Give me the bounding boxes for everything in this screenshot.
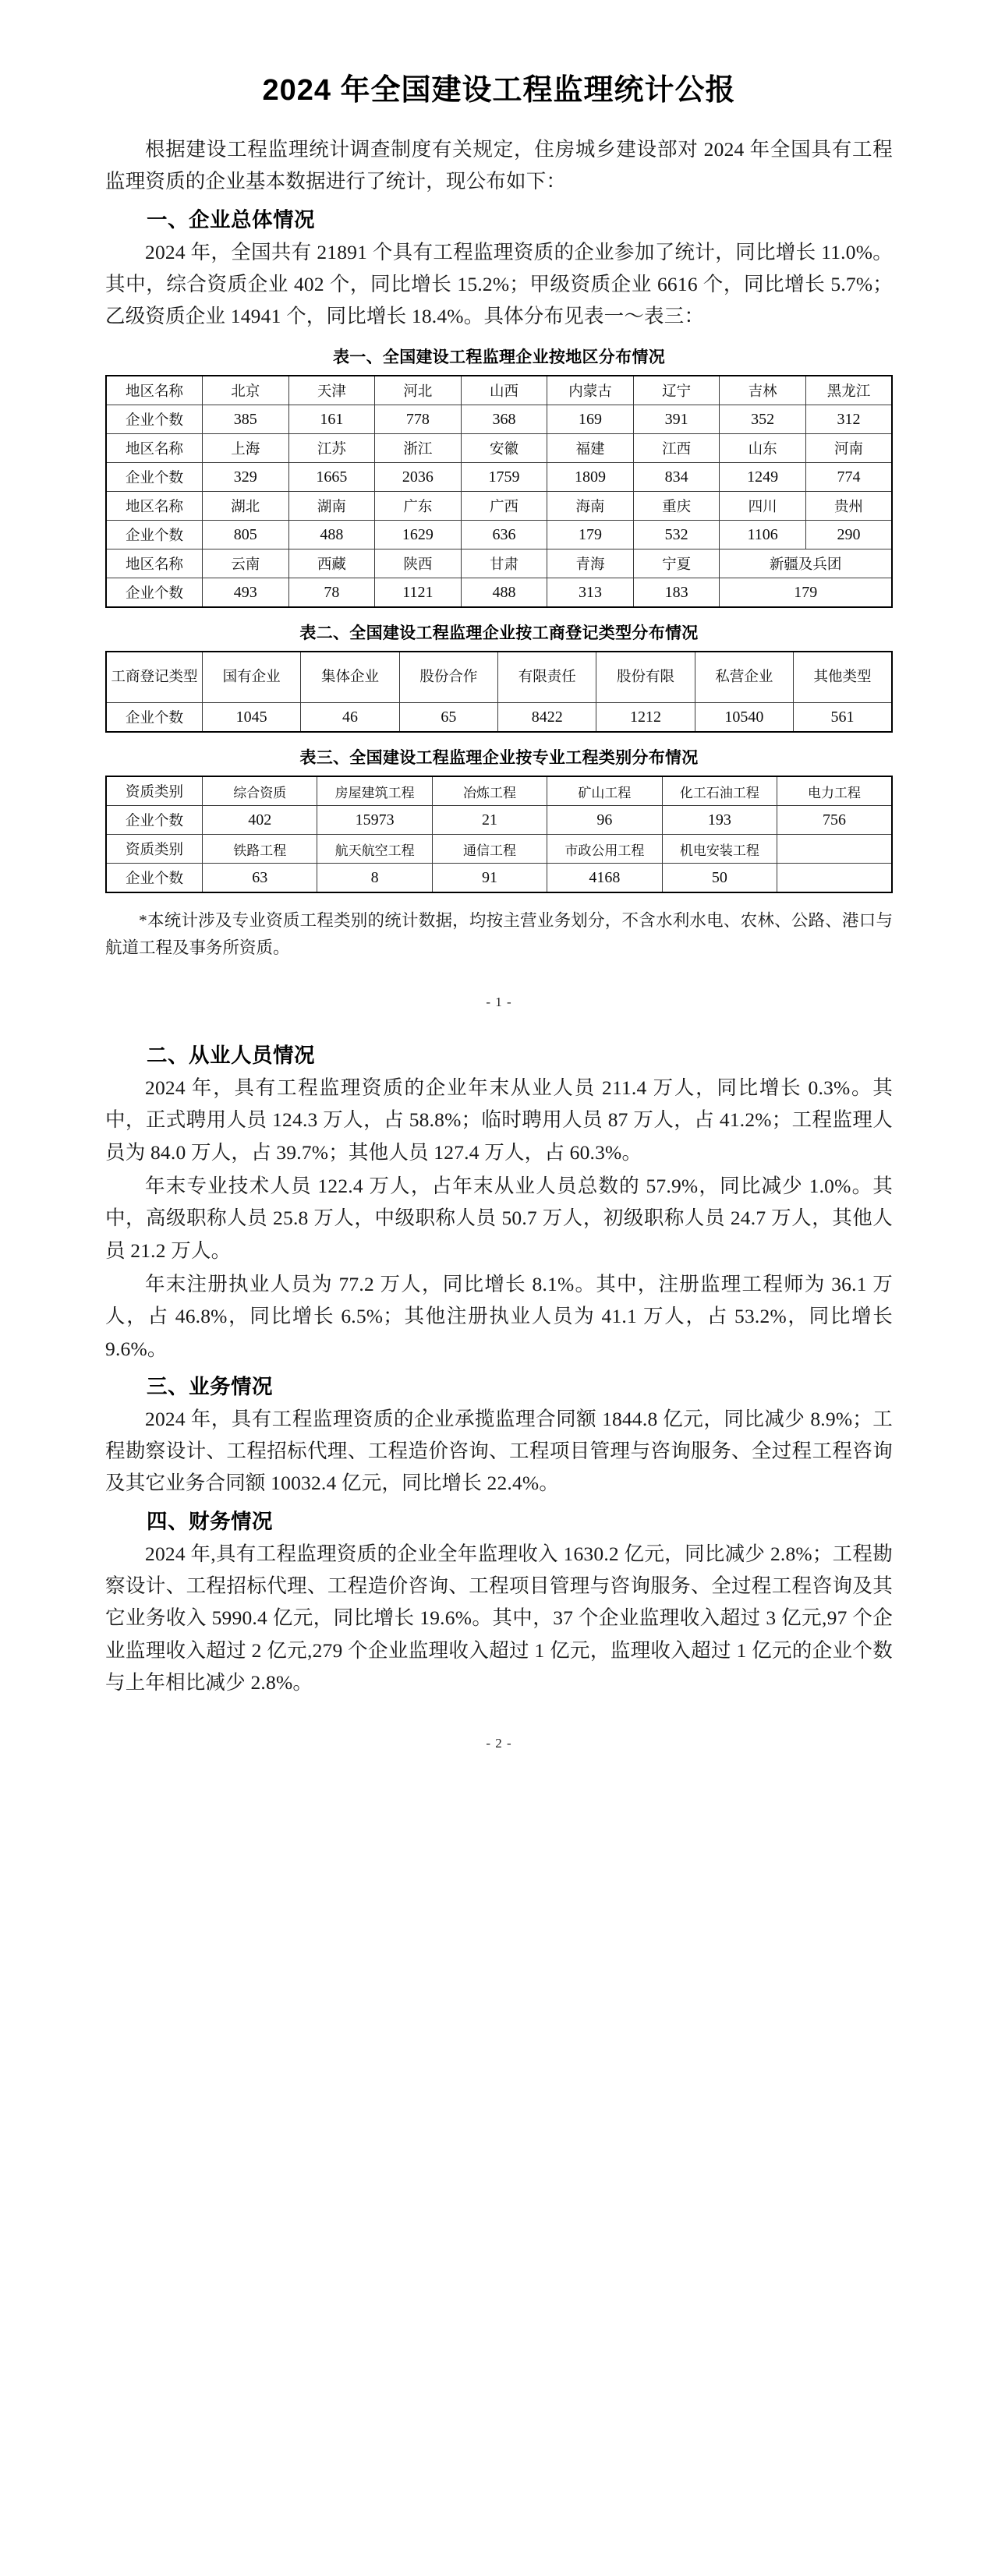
region-cell: 上海	[203, 434, 289, 463]
value-cell: 21	[432, 806, 547, 835]
count-cell: 78	[288, 578, 375, 608]
count-cell: 352	[720, 405, 806, 434]
table-row	[106, 521, 892, 549]
count-cell-xinjiang: 179	[720, 578, 892, 608]
value-cell: 1212	[596, 703, 695, 733]
region-cell: 河南	[805, 434, 892, 463]
table-1-caption: 表一、全国建设工程监理企业按地区分布情况	[333, 348, 665, 367]
count-cell: 329	[203, 463, 289, 492]
section-3-paragraph-1: 2024 年，具有工程监理资质的企业承揽监理合同额 1844.8 亿元，同比减少 8.9%；工程勘察设计、工程招标代理、工程造价咨询、工程项目管理与咨询服务、全过程工程咨询及其它业务合同额 10032.4 亿元，同比增长 22.4%。	[105, 1407, 893, 1495]
value-cell: 63	[203, 864, 317, 893]
count-cell: 636	[461, 521, 547, 549]
region-cell: 湖北	[203, 492, 289, 521]
category-cell: 集体企业	[301, 652, 399, 703]
row-label-count: 企业个数	[106, 703, 203, 733]
section-1-paragraph-1: 2024 年，全国共有 21891 个具有工程监理资质的企业参加了统计，同比增长 11.0%。其中，综合资质企业 402 个，同比增长 15.2%；甲级资质企业 6616 个，同比增长 5.7%；乙级资质企业 14941 个，同比增长 18.4%。具体分布见表一～表三：	[105, 240, 893, 328]
page-number-2: - 2 -	[486, 1736, 512, 1751]
region-cell: 福建	[547, 434, 634, 463]
category-cell: 机电安装工程	[662, 835, 777, 864]
value-cell: 50	[662, 864, 777, 893]
count-cell: 290	[805, 521, 892, 549]
region-cell-xinjiang: 新疆及兵团	[720, 549, 892, 578]
category-cell-empty	[777, 835, 892, 864]
count-cell: 774	[805, 463, 892, 492]
table-row	[106, 492, 892, 521]
value-cell: 561	[794, 703, 892, 733]
section-4-paragraph-1: 2024 年,具有工程监理资质的企业全年监理收入 1630.2 亿元，同比减少 2.8%；工程勘察设计、工程招标代理、工程造价咨询、工程项目管理与咨询服务、全过程工程咨询及其它业务收入 5990.4 亿元，同比增长 19.6%。其中，37 个企业监理收入超过 3 亿元,97 个企业监理收入超过 2 亿元,279 个企业监理收入超过 1 亿元，监理收入超过 1 亿元的企业个数与上年相比减少 2.8%。	[105, 1542, 893, 1694]
region-cell: 青海	[547, 549, 634, 578]
value-cell: 65	[399, 703, 497, 733]
row-label-count: 企业个数	[106, 521, 203, 549]
category-cell: 其他类型	[794, 652, 892, 703]
count-cell: 532	[633, 521, 720, 549]
category-cell: 有限责任	[498, 652, 596, 703]
category-cell: 铁路工程	[203, 835, 317, 864]
value-cell: 1045	[203, 703, 301, 733]
footnote: *本统计涉及专业资质工程类别的统计数据，均按主营业务划分，不含水利水电、农林、公路、港口与航道工程及事务所资质。	[105, 911, 893, 958]
table-row	[106, 549, 892, 578]
value-cell: 402	[203, 806, 317, 835]
category-cell: 通信工程	[432, 835, 547, 864]
region-cell: 西藏	[288, 549, 375, 578]
count-cell: 834	[633, 463, 720, 492]
value-cell-empty	[777, 864, 892, 893]
category-cell: 冶炼工程	[432, 776, 547, 806]
row-label-category: 资质类别	[106, 835, 203, 864]
table-row	[106, 463, 892, 492]
section-2-paragraph-1: 2024 年，具有工程监理资质的企业年末从业人员 211.4 万人，同比增长 0.3%。其中，正式聘用人员 124.3 万人，占 58.8%；临时聘用人员 87 万人，占 41.2%；工程监理人员为 84.0 万人，占 39.7%；其他人员 127.4 万人，占 60.3%。	[105, 1076, 893, 1164]
row-label-category: 工商登记类型	[106, 652, 203, 703]
count-cell: 1121	[375, 578, 462, 608]
table-row	[106, 652, 892, 703]
table-3	[105, 776, 893, 893]
count-cell: 368	[461, 405, 547, 434]
row-label-count: 企业个数	[106, 405, 203, 434]
row-label-count: 企业个数	[106, 463, 203, 492]
value-cell: 8422	[498, 703, 596, 733]
region-cell: 黑龙江	[805, 376, 892, 405]
count-cell: 1809	[547, 463, 634, 492]
region-cell: 宁夏	[633, 549, 720, 578]
value-cell: 46	[301, 703, 399, 733]
row-label-count: 企业个数	[106, 578, 203, 608]
category-cell: 国有企业	[203, 652, 301, 703]
region-cell: 浙江	[375, 434, 462, 463]
value-cell: 10540	[695, 703, 793, 733]
page-sheet	[105, 0, 893, 1751]
category-cell: 股份有限	[596, 652, 695, 703]
region-cell: 山西	[461, 376, 547, 405]
table-row	[106, 578, 892, 608]
table-row	[106, 806, 892, 835]
region-cell: 云南	[203, 549, 289, 578]
region-cell: 江苏	[288, 434, 375, 463]
count-cell: 493	[203, 578, 289, 608]
region-cell: 广东	[375, 492, 462, 521]
region-cell: 四川	[720, 492, 806, 521]
intro-paragraph: 根据建设工程监理统计调查制度有关规定，住房城乡建设部对 2024 年全国具有工程监理资质的企业基本数据进行了统计，现公布如下：	[105, 138, 893, 193]
count-cell: 385	[203, 405, 289, 434]
region-cell: 安徽	[461, 434, 547, 463]
table-1	[105, 375, 893, 608]
row-label-region: 地区名称	[106, 434, 203, 463]
region-cell: 山东	[720, 434, 806, 463]
value-cell: 8	[317, 864, 432, 893]
region-cell: 湖南	[288, 492, 375, 521]
category-cell: 房屋建筑工程	[317, 776, 432, 806]
value-cell: 15973	[317, 806, 432, 835]
page-title: 2024 年全国建设工程监理统计公报	[262, 74, 736, 107]
section-heading-1: 一、企业总体情况	[147, 207, 315, 231]
count-cell: 161	[288, 405, 375, 434]
region-cell: 广西	[461, 492, 547, 521]
row-label-region: 地区名称	[106, 492, 203, 521]
region-cell: 吉林	[720, 376, 806, 405]
count-cell: 313	[547, 578, 634, 608]
row-label-count: 企业个数	[106, 806, 203, 835]
category-cell: 市政公用工程	[547, 835, 662, 864]
category-cell: 综合资质	[203, 776, 317, 806]
region-cell: 重庆	[633, 492, 720, 521]
count-cell: 1665	[288, 463, 375, 492]
region-cell: 贵州	[805, 492, 892, 521]
table-row	[106, 376, 892, 405]
count-cell: 179	[547, 521, 634, 549]
region-cell: 辽宁	[633, 376, 720, 405]
count-cell: 183	[633, 578, 720, 608]
category-cell: 私营企业	[695, 652, 793, 703]
region-cell: 海南	[547, 492, 634, 521]
row-label-category: 资质类别	[106, 776, 203, 806]
region-cell: 北京	[203, 376, 289, 405]
value-cell: 4168	[547, 864, 662, 893]
section-heading-3: 三、业务情况	[147, 1374, 273, 1398]
table-2	[105, 651, 893, 733]
region-cell: 陕西	[375, 549, 462, 578]
row-label-count: 企业个数	[106, 864, 203, 893]
count-cell: 312	[805, 405, 892, 434]
table-row	[106, 864, 892, 893]
region-cell: 河北	[375, 376, 462, 405]
region-cell: 内蒙古	[547, 376, 634, 405]
category-cell: 电力工程	[777, 776, 892, 806]
table-row	[106, 405, 892, 434]
value-cell: 96	[547, 806, 662, 835]
category-cell: 航天航空工程	[317, 835, 432, 864]
count-cell: 1106	[720, 521, 806, 549]
section-2-paragraph-2: 年末专业技术人员 122.4 万人，占年末从业人员总数的 57.9%，同比减少 1.0%。其中，高级职称人员 25.8 万人，中级职称人员 50.7 万人，初级职称人员 24.7 万人，其他人员 21.2 万人。	[105, 1175, 893, 1262]
count-cell: 488	[461, 578, 547, 608]
table-row	[106, 776, 892, 806]
count-cell: 1249	[720, 463, 806, 492]
value-cell: 91	[432, 864, 547, 893]
count-cell: 805	[203, 521, 289, 549]
section-2-paragraph-3: 年末注册执业人员为 77.2 万人，同比增长 8.1%。其中，注册监理工程师为 36.1 万人，占 46.8%，同比增长 6.5%；其他注册执业人员为 41.1 万人，占 53.2%，同比增长 9.6%。	[105, 1272, 893, 1360]
region-cell: 江西	[633, 434, 720, 463]
category-cell: 股份合作	[399, 652, 497, 703]
page-number-1: - 1 -	[486, 995, 512, 1010]
table-2-caption: 表二、全国建设工程监理企业按工商登记类型分布情况	[299, 624, 699, 643]
count-cell: 488	[288, 521, 375, 549]
row-label-region: 地区名称	[106, 549, 203, 578]
section-heading-4: 四、财务情况	[147, 1509, 273, 1533]
table-row	[106, 434, 892, 463]
table-row	[106, 703, 892, 733]
count-cell: 169	[547, 405, 634, 434]
region-cell: 甘肃	[461, 549, 547, 578]
count-cell: 2036	[375, 463, 462, 492]
count-cell: 1759	[461, 463, 547, 492]
count-cell: 1629	[375, 521, 462, 549]
value-cell: 756	[777, 806, 892, 835]
table-row	[106, 835, 892, 864]
count-cell: 391	[633, 405, 720, 434]
section-heading-2: 二、从业人员情况	[147, 1044, 315, 1068]
category-cell: 化工石油工程	[662, 776, 777, 806]
region-cell: 天津	[288, 376, 375, 405]
value-cell: 193	[662, 806, 777, 835]
count-cell: 778	[375, 405, 462, 434]
table-3-caption: 表三、全国建设工程监理企业按专业工程类别分布情况	[299, 749, 699, 768]
category-cell: 矿山工程	[547, 776, 662, 806]
row-label-region: 地区名称	[106, 376, 203, 405]
